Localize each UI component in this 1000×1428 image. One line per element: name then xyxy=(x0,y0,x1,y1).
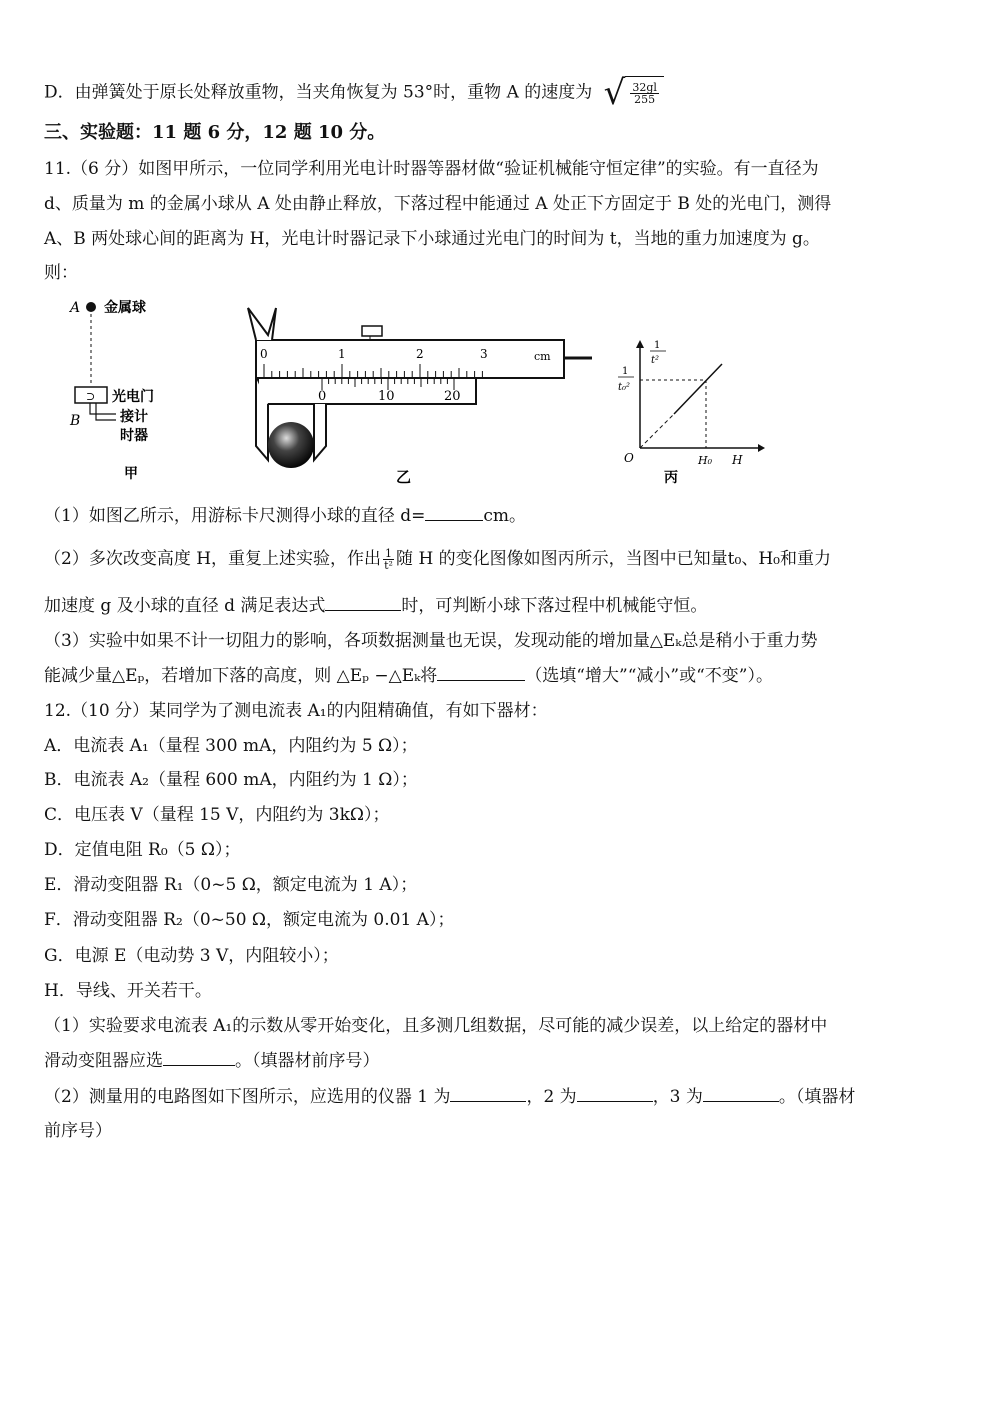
data-line xyxy=(674,364,722,414)
q12-item-c: C．电压表 V（量程 15 V，内阻约为 3kΩ）； xyxy=(44,805,390,825)
y0-label-num: 1 xyxy=(622,366,629,377)
vernier-tick-label: 10 xyxy=(378,389,395,404)
fraction-numerator: 1 xyxy=(385,547,393,560)
q12-item-g: G．电源 E（电动势 3 V，内阻较小）； xyxy=(44,946,339,966)
q11-part2-text-a: （2）多次改变高度 H，重复上述实验，作出 xyxy=(44,549,382,569)
section-title: 三、实验题：11 题 6 分，12 题 10 分。 xyxy=(44,122,386,143)
label-connect-2: 时器 xyxy=(120,428,148,444)
y-axis-label-den: t² xyxy=(651,355,660,366)
q11-line-3: A、B 两处球心间的距离为 H，光电计时器记录下小球通过光电门的时间为 t，当地的重力加速度为 g。 xyxy=(44,229,820,249)
q11-part3-text-a: 能减少量△Eₚ，若增加下落的高度，则 △Eₚ −△Eₖ将 xyxy=(44,666,438,686)
answer-blank-rheostat[interactable] xyxy=(163,1049,235,1066)
q11-part3-line1: （3）实验中如果不计一切阻力的影响，各项数据测量也无误，发现动能的增加量△Eₖ总是稍小于重力势 xyxy=(44,631,818,651)
q11-part1 xyxy=(44,504,960,527)
q11-part3-text-b: （选填“增大”“减小”或“不变”）。 xyxy=(525,666,773,686)
q12-title: 12.（10 分）某同学为了测电流表 A₁的内阻精确值，有如下器材： xyxy=(44,701,548,721)
q11-line-4: 则： xyxy=(44,263,78,283)
q11-line-1: 11.（6 分）如图甲所示，一位同学利用光电计时器等器材做“验证机械能守恒定律”的实验。有一直径为 xyxy=(44,159,819,179)
q12-part1-text-a: 滑动变阻器应选 xyxy=(44,1051,163,1071)
caption-bing: 丙 xyxy=(664,470,678,486)
q12-part2-line1 xyxy=(44,1085,960,1108)
q11-part2-text-b: 随 H 的变化图像如图丙所示，当图中已知量t₀、H₀和重力 xyxy=(396,549,831,569)
y0-label-den: t₀² xyxy=(618,382,631,393)
q12-item-b: B．电流表 A₂（量程 600 mA，内阻约为 1 Ω）； xyxy=(44,770,418,790)
label-metal-ball: 金属球 xyxy=(104,300,146,316)
main-tick-label: 0 xyxy=(260,347,268,361)
option-d-text: D．由弹簧处于原长处释放重物，当夹角恢复为 53°时，重物 A 的速度为 xyxy=(44,82,593,103)
vernier-tick-label: 0 xyxy=(318,389,327,404)
figure-jia xyxy=(60,290,210,490)
y-axis-label-num: 1 xyxy=(654,340,661,351)
q12-part1-text-b: 。（填器材前序号） xyxy=(235,1051,380,1071)
unit-cm-label: cm xyxy=(534,350,551,363)
answer-blank-instrument-3[interactable] xyxy=(703,1085,779,1102)
q11-part1-text: （1）如图乙所示，用游标卡尺测得小球的直径 d= xyxy=(44,506,426,526)
lock-screw-icon xyxy=(362,326,382,336)
q12-item-a: A．电流表 A₁（量程 300 mA，内阻约为 5 Ω）； xyxy=(44,736,418,756)
main-tick-label: 1 xyxy=(338,347,346,361)
main-tick-label: 3 xyxy=(480,347,488,361)
sqrt-numerator: 32gl xyxy=(632,81,657,94)
option-d xyxy=(44,73,960,113)
q12-part2-text-a: （2）测量用的电路图如下图所示，应选用的仪器 1 为 xyxy=(44,1087,451,1107)
metal-ball-icon xyxy=(268,422,314,468)
q12-part1-line1: （1）实验要求电流表 A₁的示数从零开始变化，且多测几组数据，尽可能的减少误差，以上给定的器材中 xyxy=(44,1016,828,1036)
main-scale-bar xyxy=(256,340,564,378)
q12-item-f: F．滑动变阻器 R₂（0~50 Ω，额定电流为 0.01 A）； xyxy=(44,910,455,930)
q12-item-e: E．滑动变阻器 R₁（0~5 Ω，额定电流为 1 A）； xyxy=(44,875,418,895)
q11-line-2: d、质量为 m 的金属小球从 A 处由静止释放，下落过程中能通过 A 处正下方固定于 B 处的光电门，测得 xyxy=(44,194,832,214)
q11-part2-line2 xyxy=(44,594,960,617)
q12-item-h: H．导线、开关若干。 xyxy=(44,981,212,1001)
label-a: A xyxy=(70,300,81,316)
answer-blank-expression[interactable] xyxy=(325,594,401,611)
q12-item-d: D．定值电阻 R₀（5 Ω）； xyxy=(44,840,241,860)
q11-part3-line2 xyxy=(44,664,960,687)
q11-part2-text-c: 加速度 g 及小球的直径 d 满足表达式 xyxy=(44,596,326,616)
label-b: B xyxy=(70,413,81,429)
inline-fraction xyxy=(383,548,394,571)
h0-label: H₀ xyxy=(698,454,713,467)
extrapolated-line xyxy=(640,414,674,448)
vernier-tick-label: 20 xyxy=(444,389,461,404)
q12-part2-text-c: ，3 为 xyxy=(652,1087,703,1107)
lower-sliding-jaw xyxy=(314,404,326,460)
q11-part1-unit: cm。 xyxy=(483,506,527,526)
h-axis-label: H xyxy=(732,453,743,467)
q12-part2-line2: 前序号） xyxy=(44,1121,112,1141)
figure-bing-graph xyxy=(606,336,766,488)
figure-yi-vernier-caliper xyxy=(228,300,598,492)
q11-part2-text-d: 时，可判断小球下落过程中机械能守恒。 xyxy=(401,596,708,616)
metal-ball-icon xyxy=(86,302,96,312)
svg-text:⊃: ⊃ xyxy=(86,390,96,403)
answer-blank-diameter[interactable] xyxy=(425,504,483,521)
q12-part1-line2 xyxy=(44,1049,960,1072)
label-connect-1: 接计 xyxy=(120,409,148,425)
caption-yi: 乙 xyxy=(396,468,412,486)
q11-part2-line1 xyxy=(44,548,960,571)
sqrt-expression: √ $\frac{32gl}{255}$ xyxy=(604,76,664,110)
sqrt-denominator: 255 xyxy=(634,93,656,106)
answer-blank-trend[interactable] xyxy=(437,664,525,681)
main-tick-label: 2 xyxy=(416,347,424,361)
label-photogate: 光电门 xyxy=(112,389,154,405)
fraction-denominator: t² xyxy=(384,559,393,572)
q12-part2-text-d: 。（填器材 xyxy=(778,1087,856,1107)
origin-label: O xyxy=(624,451,634,465)
answer-blank-instrument-1[interactable] xyxy=(450,1085,526,1102)
q12-part2-text-b: ，2 为 xyxy=(526,1087,577,1107)
upper-jaw xyxy=(248,308,276,340)
caption-jia: 甲 xyxy=(124,466,138,482)
answer-blank-instrument-2[interactable] xyxy=(577,1085,653,1102)
